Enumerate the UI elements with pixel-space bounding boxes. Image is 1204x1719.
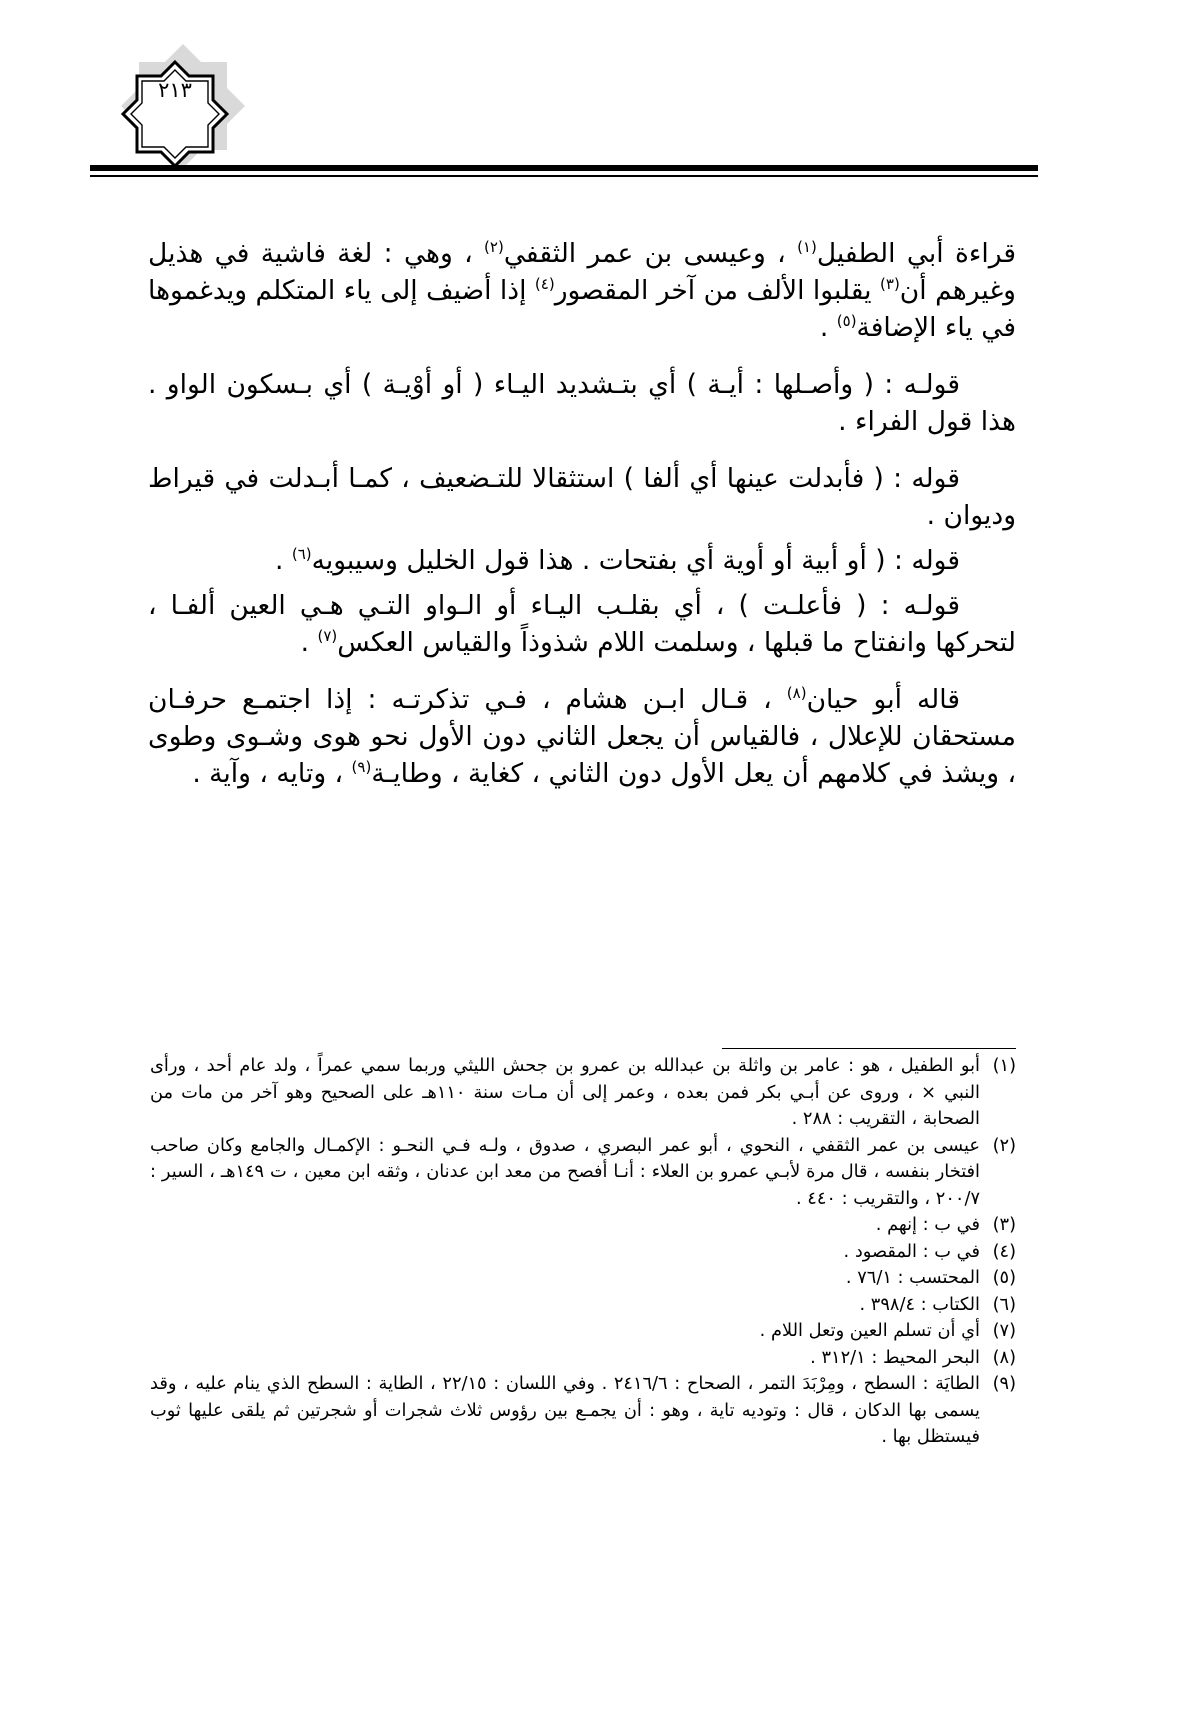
footnote-ref[interactable]: (٥) — [836, 312, 857, 331]
footnote-number: (٦) — [992, 1293, 1016, 1315]
footnote-text: في ب : المقصود . — [843, 1240, 980, 1262]
footnote-ref[interactable]: (٧) — [317, 627, 338, 646]
footnote — [150, 1265, 1016, 1292]
text-run: يقلبوا الألف من آخر المقصور — [554, 275, 881, 306]
footnote-text: أبو الطفيل ، هو : عامر بن واثلة بن عبدالله بن عمرو بن جحش الليثي وربما سمي عمراً ، ولد عام أحد ، ورأى النبي × ، وروى عن أبـي بكر فمن بعده ، وعمر إلى أن مـات سنة ١١٠هـ على الصحيح وهو آخر من مات من الصحابة ، التقريب : ٢٨٨ . — [150, 1055, 980, 1129]
footnote-number: (١) — [992, 1055, 1016, 1076]
footnote — [150, 1239, 1016, 1266]
paragraph-6 — [148, 681, 1016, 792]
text-run: قراءة أبي الطفيل — [816, 238, 1016, 269]
footnote-ref[interactable]: (٣) — [880, 275, 900, 294]
page-number-ornament — [100, 42, 250, 177]
footnote — [150, 1345, 1016, 1372]
footnote — [150, 1318, 1016, 1345]
footnote-ref[interactable]: (٨) — [786, 684, 807, 703]
text-run: ، وعيسى بن عمر الثقفي — [503, 238, 798, 269]
footnote-text: الكتاب : ٣٩٨/٤ . — [859, 1293, 980, 1315]
footnote-number: (٢) — [992, 1134, 1016, 1156]
footnote-number: (٨) — [992, 1346, 1016, 1368]
footnote-number: (٩) — [992, 1373, 1016, 1394]
footnote-number: (٣) — [992, 1214, 1016, 1235]
footnote-text: أي أن تسلم العين وتعل اللام . — [759, 1320, 980, 1341]
text-run: إذا أضيف إلى ياء المتكلم ويدغموها في ياء الإضافة — [148, 275, 1016, 343]
footnote-ref[interactable]: (٩) — [351, 758, 372, 777]
text-run: ، قـال ابـن هشام ، فـي تذكرتـه : إذا اجتمـع حرفـان مستحقان للإعلال ، فالقياس أن يجعل الثاني دون الأول نحو هوى وشـوى وطوى ، ويشذ في كلامهم أن يعل الأول دون الثاني ، كغاية ، وطايـة — [148, 684, 1016, 789]
text-run: قاله أبو حيان — [806, 684, 960, 715]
footnote-number: (٤) — [992, 1240, 1016, 1262]
footnote-ref[interactable]: (٢) — [484, 238, 504, 257]
paragraph-4 — [148, 542, 1016, 579]
text-run: ، وهي : لغة فاشية في هذيل وغيرهم أن — [148, 238, 1016, 306]
paragraph-5 — [148, 587, 1016, 661]
text-run: . — [819, 312, 837, 343]
footnote — [150, 1292, 1016, 1319]
footnote-ref[interactable]: (٦) — [291, 545, 312, 564]
footnote — [150, 1212, 1016, 1239]
footnote-ref[interactable]: (١) — [797, 238, 817, 257]
footnote-text: في ب : إنهم . — [875, 1214, 980, 1235]
footnote-text: عيسى بن عمر الثقفي ، النحوي ، أبو عمر البصري ، صدوق ، ولـه فـي النحـو : الإكمـال والجامع وكان صاحب افتخار بنفسه ، قال مرة لأبـي عمرو بن العلاء : أنـا أفصح من معد ابن عدنان ، وثقه ابن معين ، ت ١٤٩هـ ، السير : ٢٠٠/٧ ، والتقريب : ٤٤٠ . — [150, 1134, 980, 1209]
footnote-text: المحتسب : ٧٦/١ . — [845, 1267, 980, 1288]
text-run: قوله : ( فأبدلت عينها أي ألفا ) استثقالا للتـضعيف ، كمـا أبـدلت في قيراط وديوان . — [148, 463, 1016, 531]
footnote — [150, 1133, 1016, 1213]
header-rule-thick — [90, 165, 1038, 171]
text-run: قولـه : ( فأعلـت ) ، أي بقلـب اليـاء أو الـواو التـي هـي العين ألفـا ، لتحركها وانفتاح ما قبلها ، وسلمت اللام شذوذاً والقياس العكس — [148, 590, 1016, 658]
text-run: ، وتايه ، وآية . — [192, 758, 352, 789]
main-text — [148, 235, 1016, 812]
page-number: ٢١٣ — [158, 78, 192, 102]
text-run: قولـه : ( وأصـلها : أيـة ) أي بتـشديد اليـاء ( أو أوْيـة ) أي بـسكون الواو . هذا قول الفراء . — [148, 369, 1016, 437]
paragraph-3 — [148, 460, 1016, 534]
footnote — [150, 1371, 1016, 1451]
footnote — [150, 1053, 1016, 1133]
footnote-text: الطايَة : السطح ، ومِرْبَدَ التمر ، الصحاح : ٢٤١٦/٦ . وفي اللسان : ٢٢/١٥ ، الطاية : السطح الذي ينام عليه ، وقد يسمى بها الدكان ، قال : وتوديه تاية ، وهو : أن يجمـع بين رؤوس ثلاث شجرات أو شجرتين ثم يلقى عليها ثوب فيستظل بها . — [150, 1373, 980, 1447]
paragraph-1 — [148, 235, 1016, 346]
text-run: قوله : ( أو أبية أو أوية أي بفتحات . هذا قول الخليل وسيبويه — [311, 545, 960, 576]
paragraph-2 — [148, 366, 1016, 440]
text-run: . — [275, 545, 292, 576]
footnotes — [150, 1053, 1016, 1451]
footnote-ref[interactable]: (٤) — [534, 275, 555, 294]
footnote-separator — [722, 1048, 1016, 1049]
footnote-text: البحر المحيط : ٣١٢/١ . — [810, 1346, 980, 1368]
footnote-number: (٧) — [992, 1320, 1016, 1341]
header-rule-thin — [90, 175, 1038, 177]
footnote-number: (٥) — [992, 1267, 1016, 1288]
text-run: . — [300, 627, 318, 658]
